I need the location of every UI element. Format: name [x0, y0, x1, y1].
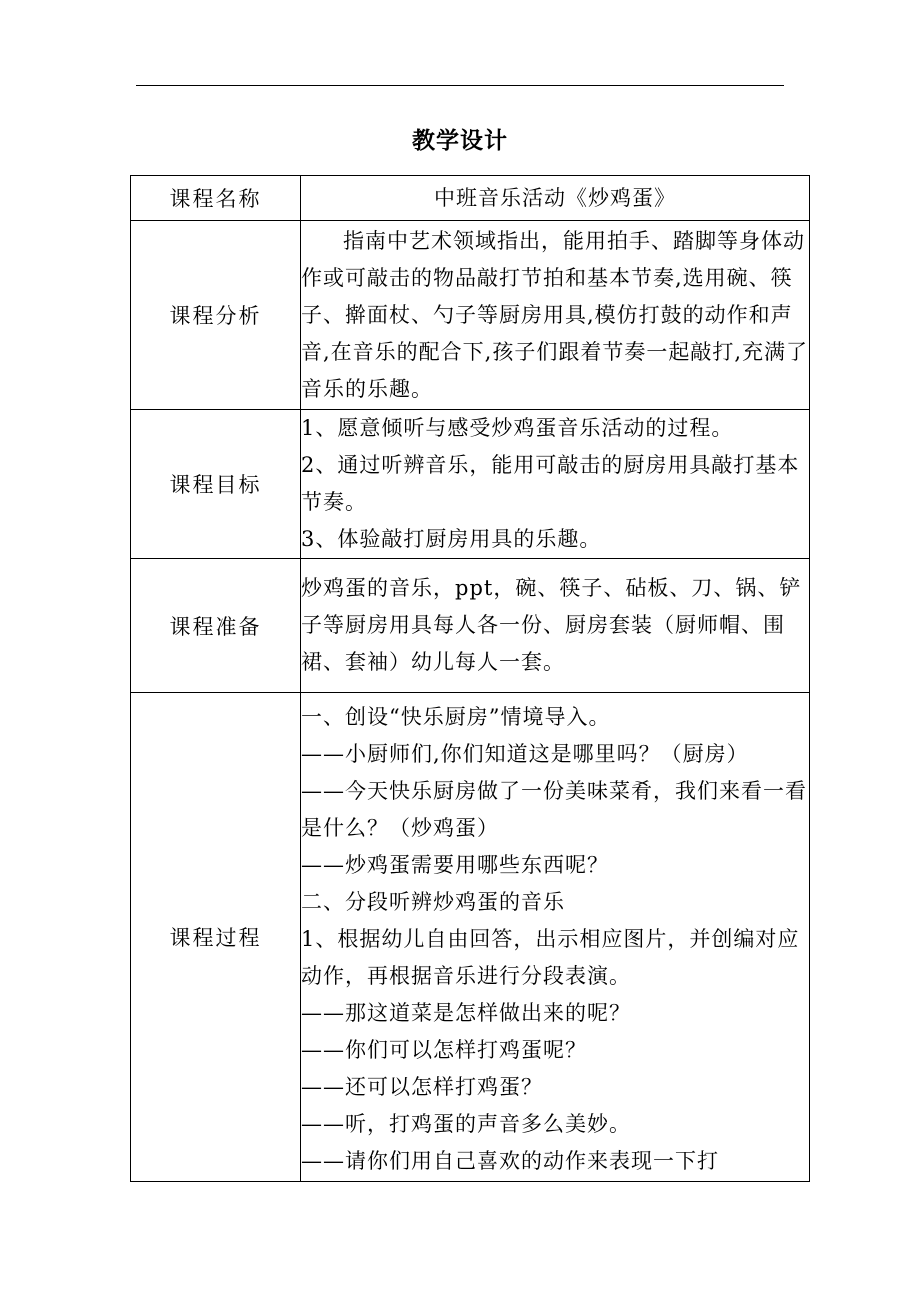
process-line: ——小厨师们,你们知道这是哪里吗？（厨房） — [301, 742, 749, 766]
process-line: ——请你们用自己喜欢的动作来表现一下打 — [301, 1149, 719, 1173]
process-line: 二、分段听辨炒鸡蛋的音乐 — [301, 890, 565, 914]
preparation-label: 课程准备 — [131, 559, 301, 693]
process-cell — [301, 693, 810, 1182]
process-line: ——还可以怎样打鸡蛋？ — [301, 1075, 543, 1099]
process-line: ——听，打鸡蛋的声音多么美妙。 — [301, 1112, 631, 1136]
goal-item: 2、通过听辨音乐，能用可敲击的厨房用具敲打基本节奏。 — [301, 453, 800, 514]
header-rule — [136, 85, 784, 86]
process-line: 1、根据幼儿自由回答，出示相应图片，并创编对应动作，再根据音乐进行分段表演。 — [301, 927, 800, 988]
process-line: 一、创设“快乐厨房”情境导入。 — [301, 705, 611, 729]
course-name-value: 中班音乐活动《炒鸡蛋》 — [301, 176, 810, 221]
lesson-design-table — [130, 175, 810, 1182]
analysis-label: 课程分析 — [131, 221, 301, 410]
preparation-text: 炒鸡蛋的音乐，ppt，碗、筷子、砧板、刀、锅、铲子等厨房用具每人各一份、厨房套装（厨师帽、围裙、套袖）幼儿每人一套。 — [301, 576, 802, 674]
process-line: ——今天快乐厨房做了一份美味菜肴，我们来看一看是什么？（炒鸡蛋） — [301, 779, 807, 840]
goal-item: 1、愿意倾听与感受炒鸡蛋音乐活动的过程。 — [301, 416, 734, 440]
table-row-goals — [131, 410, 810, 559]
table-row-process — [131, 693, 810, 1182]
course-name-label: 课程名称 — [131, 176, 301, 221]
preparation-cell — [301, 559, 810, 693]
table-row-analysis — [131, 221, 810, 410]
goal-item: 3、体验敲打厨房用具的乐趣。 — [301, 527, 602, 551]
document-title: 教学设计 — [412, 127, 508, 154]
goals-cell — [301, 410, 810, 559]
process-line: ——炒鸡蛋需要用哪些东西呢？ — [301, 853, 609, 877]
process-line: ——你们可以怎样打鸡蛋呢？ — [301, 1038, 587, 1062]
table-row-course-name — [131, 176, 810, 221]
analysis-cell — [301, 221, 810, 410]
process-label: 课程过程 — [131, 693, 301, 1182]
table-row-preparation — [131, 559, 810, 693]
goals-label: 课程目标 — [131, 410, 301, 559]
process-line: ——那这道菜是怎样做出来的呢？ — [301, 1001, 631, 1025]
analysis-text: 指南中艺术领域指出，能用拍手、踏脚等身体动作或可敲击的物品敲打节拍和基本节奏,选用碗、筷子、擀面杖、勺子等厨房用具,模仿打鼓的动作和声音,在音乐的配合下,孩子们跟着节奏一起敲打,充满了音乐的乐趣。 — [301, 228, 809, 401]
